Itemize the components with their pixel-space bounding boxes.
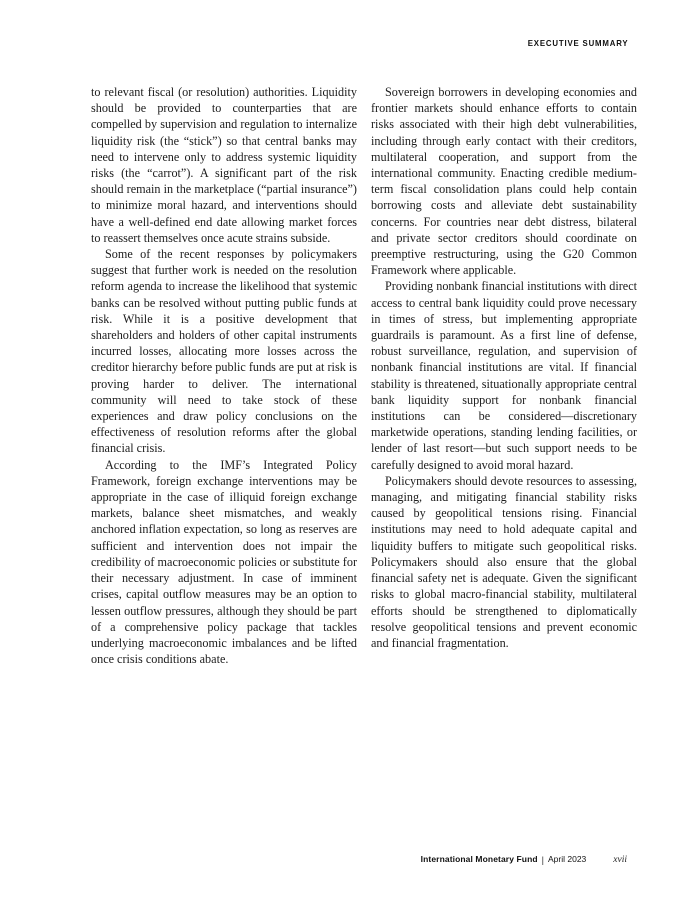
page-number: xvii bbox=[613, 855, 627, 865]
paragraph: Providing nonbank financial institutions with direct access to central bank liquidity could prove necessary in times of stress, but implementing appropriate guardrails is paramount. As a first line of defense, robust surveillance, regulation, and supervision of nonbank financial institutions are vital. If financial stability is threatened, situationally appropriate central bank liquidity support for nonbank financial institutions can be considered—discretionary marketwide operations, standing lending facilities, or lender of last resort—but such support needs to be carefully designed to avoid moral hazard. bbox=[371, 279, 637, 472]
paragraph: Policymakers should devote resources to assessing, managing, and mitigating financial stability risks caused by geopolitical tensions rising. Financial institutions may need to hold adequate capital and liquidity buffers to mitigate such geopolitical risks. Policymakers should also ensure that the global financial safety net is adequate. Given the significant risks to global macro-financial stability, multilateral efforts should be strengthened to diplomatically resolve geopolitical tensions and prevent economic and financial fragmentation. bbox=[371, 473, 637, 650]
left-column bbox=[91, 84, 357, 667]
publication-date: April 2023 bbox=[548, 854, 587, 864]
footer-separator: | bbox=[541, 854, 544, 865]
publisher-name: International Monetary Fund bbox=[420, 854, 538, 864]
body-columns bbox=[91, 84, 637, 667]
running-header: EXECUTIVE SUMMARY bbox=[527, 38, 628, 48]
paragraph-continued: to relevant fiscal (or resolution) authorities. Liquidity should be provided to counterparties that are compelled by supervision and regulation to internalize liquidity risk (the “stick”) so that central banks may need to intervene only to address systemic liquidity risks (the “carrot”). A significant part of the risk should remain in the marketplace (“partial insurance”) to minimize moral hazard, and interventions should have a well-defined end date allowing market forces to reassert themselves once acute strains subside. bbox=[91, 85, 357, 245]
right-column bbox=[371, 84, 637, 667]
paragraph: According to the IMF’s Integrated Policy Framework, foreign exchange interventions may be appropriate in the case of illiquid foreign exchange markets, balance sheet mismatches, and weakly anchored inflation expectation, so long as reserves are sufficient and intervention does not impair the credibility of macroeconomic policies or substitute for their necessary adjustment. In case of imminent crises, capital outflow measures may be an option to lessen outflow pressures, although they should be part of a comprehensive policy package that tackles underlying macroeconomic imbalances and be lifted once crisis conditions abate. bbox=[91, 457, 357, 667]
paragraph: Sovereign borrowers in developing economies and frontier markets should enhance efforts to contain risks associated with their high debt vulnerabilities, including through early contact with their creditors, multilateral cooperation, and support from the international community. Enacting credible medium-term fiscal consolidation plans could help contain borrowing costs and alleviate debt sustainability concerns. For countries near debt distress, bilateral and private sector creditors should coordinate on preemptive restructuring, using the G20 Common Framework where applicable. bbox=[371, 85, 637, 278]
paragraph: Some of the recent responses by policymakers suggest that further work is needed on the resolution reform agenda to increase the likelihood that systemic banks can be resolved without putting public funds at risk. While it is a positive development that shareholders and holders of other capital instruments incurred losses, allocating more losses across the creditor hierarchy before public funds are put at risk is proving harder to deliver. The international community will need to take stock of these experiences and draw policy conclusions on the effectiveness of resolution reforms after the global financial crisis. bbox=[91, 247, 357, 456]
page-footer bbox=[421, 854, 627, 865]
